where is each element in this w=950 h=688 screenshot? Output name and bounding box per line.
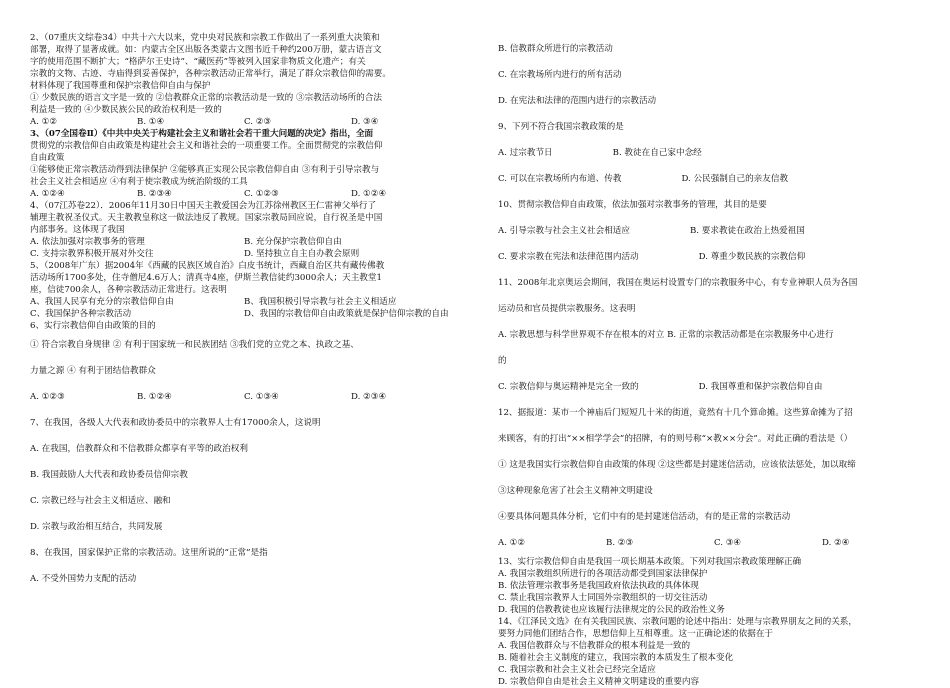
text-line: C. 我国宗教和社会主义社会已经完全适应 [498,665,656,675]
text-line: 宗教的文物、古迹、寺庙得到妥善保护，各种宗教活动正常举行，满足了群众宗教信仰的需要。 [30,69,391,79]
option: C、我国保护各种宗教活动 [30,309,132,319]
text-line: D. 我国的信教教徒也应该履行法律规定的公民的政治性义务 [498,605,725,615]
option: C. ③④ [714,538,742,548]
option-row [30,236,458,248]
text-line: 11、2008年北京奥运会期间，我国在奥运村设置专门的宗教服务中心，有专业神职人员为各国 [498,278,858,288]
text-line: 12、据报道：某市一个神庙后门短短几十米的街道，竟然有十几个算命摊。这些算命摊为了招 [498,408,853,418]
text-line: B. 我国鼓励人大代表和政协委员信仰宗教 [30,470,188,480]
option: A、我国人民享有充分的宗教信仰自由 [30,297,174,307]
text-line: C. 在宗教场所内进行的所有活动 [498,70,622,80]
text-line: 5、（2008年广东）据2004年《西藏的民族区域自治》白皮书统计，西藏自治区共有藏传佛教 [30,261,385,271]
text-line: 贯彻党的宗教信仰自由政策是构建社会主义和谐社会的一项重要工作。全面贯彻党的宗教信仰 [30,141,383,151]
option: B. ②③④ [137,189,172,199]
text-line: D. 宗教信仰自由是社会主义精神文明建设的重要内容 [498,677,700,687]
text-line: A. 我国宗教组织所进行的各项活动都受到国家法律保护 [498,569,708,579]
text-line: 4、（07江苏卷22）．2006年11月30日中国天主教爱国会为江苏徐州教区王仁雷神父举行了 [30,201,377,211]
option: A. 过宗教节日 [498,148,553,158]
text-line: B. 信教群众所进行的宗教活动 [498,44,613,54]
option-row [498,140,930,166]
text-line: ① 少数民族的语言文字是一致的 ②信教群众正常的宗教活动是一致的 ③宗教活动场所的合法 [30,93,382,103]
option-row [30,188,458,200]
option: C. ①③④ [244,392,279,402]
text-line: A. 我国信教群众与不信教群众的根本利益是一致的 [498,641,691,651]
text-line: ① 符合宗教自身规律 ② 有利于国家统一和民族团结 ③我们党的立党之本、执政之基、 [30,340,359,350]
option: A. ①② [30,117,58,127]
option: A. ①②④ [30,189,65,199]
text-line: 力量之源 ④ 有利于团结信教群众 [30,366,156,376]
text-line: 运动员和官员提供宗教服务。这表明 [498,304,636,314]
text-line: 要努力同他们团结合作，思想信仰上互相尊重。这一正确论述的依据在于 [498,629,774,639]
text-line: 3、（07全国卷Ⅱ）《中共中央关于构建社会主义和谐社会若干重大问题的决定》指出，全面 [30,129,374,139]
option: B. ②③ [606,538,634,548]
option-row [498,244,930,270]
text-line: D. 在宪法和法律的范围内进行的宗教活动 [498,96,657,106]
option-row [30,296,458,308]
option-row [498,218,930,244]
text-line: 7、在我国，各级人大代表和政协委员中的宗教界人士有17000余人，这说明 [30,418,321,428]
text-line: ①能够使正常宗教活动得到法律保护 ②能够真正实现公民宗教信仰自由 ③有利于引导宗教与 [30,165,380,175]
text-line: 8、在我国，国家保护正常的宗教活动。这里所说的“正常”是指 [30,548,268,558]
text-line: A. 宗教思想与科学世界观不存在根本的对立 B. 正常的宗教活动都是在宗教服务中心进行 [498,330,834,340]
option-row [30,116,458,128]
text-line: ③这种现象危害了社会主义精神文明建设 [498,486,653,496]
option: B. ①②④ [137,392,172,402]
right-column [498,36,930,688]
option: A. 依法加强对宗教事务的管理 [30,237,145,247]
text-line: 6、实行宗教信仰自由政策的目的 [30,321,156,331]
text-line: 的 [498,356,507,366]
text-line: 来顾客，有的打出“××相学学会”的招牌，有的则号称“×教××分会”。对此正确的看法是（） [498,434,853,444]
option: B. 要求教徒在政治上热爱祖国 [689,226,805,236]
option: D. ①②④ [351,189,387,199]
text-line: 9、下列不符合我国宗教政策的是 [498,122,624,132]
text-line: 13、实行宗教信仰自由是我国一项长期基本政策。下列对我国宗教政策理解正确 [498,557,802,567]
text-line: 10、贯彻宗教信仰自由政策，依法加强对宗教事务的管理，其目的是要 [498,200,767,210]
text-line: 利益是一致的 ④少数民族公民的政治权利是一致的 [30,105,222,115]
text-line: 自由政策 [30,153,65,163]
option: C. ②③ [244,117,272,127]
option: B. ①④ [137,117,165,127]
text-line: C. 禁止我国宗教界人士同国外宗教组织的一切交往活动 [498,593,708,603]
option: D、我国的宗教信仰自由政策就是保护信仰宗教的自由 [244,309,449,319]
option: C. 要求宗教在宪法和法律范围内活动 [498,252,639,262]
text-line: 部署，取得了显著成就。如：内蒙古全区出版各类蒙古文图书近千种约200万册，蒙古语言文 [30,45,382,55]
option-row [498,166,930,192]
left-column [30,32,458,592]
option-row [30,384,458,410]
option: A. ①② [498,538,526,548]
text-line: A. 不受外国势力支配的活动 [30,574,137,584]
option-row [30,248,458,260]
option: D. 公民强制自己的亲友信教 [681,174,789,184]
text-line: 字的使用范围不断扩大；“格萨尔王史诗”、“藏医药”等被列入国家非物质文化遗产；有关 [30,57,366,67]
text-line: 2、（07重庆文综卷34）中共十六大以来，党中央对民族和宗教工作做出了一系列重大决策和 [30,33,380,43]
text-line: 材料体现了我国尊重和保护宗教信仰自由与保护 [30,81,211,91]
option: C. 宗教信仰与奥运精神是完全一致的 [498,382,639,392]
option: D. 坚持独立自主自办教会原则 [244,249,360,259]
text-line: A. 在我国，信教群众和不信教群众都享有平等的政治权利 [30,444,248,454]
option-row [498,530,930,556]
option-row [498,374,930,400]
option: C. ①②③ [244,189,279,199]
text-line: ④要具体问题具体分析，它们中有的是封建迷信活动，有的是正常的宗教活动 [498,512,791,522]
text-line: 活动场所1700多处，住寺僧尼4.6万人；清真寺4座，伊斯兰教信徒约3000余人；天主教堂1 [30,273,382,283]
text-line: D. 宗教与政治相互结合，共同发展 [30,522,163,532]
option: D. ②③④ [351,392,387,402]
text-line: ① 这是我国实行宗教信仰自由政策的体现 ②这些都是封建迷信活动，应该依法惩处，加以取缔 [498,460,856,470]
text-line: C. 宗教已经与社会主义相适应、融和 [30,496,171,506]
text-line: 座，信徒700余人，各种宗教活动正常进行。这表明 [30,285,227,295]
option: B. 教徒在自己家中念经 [612,148,702,158]
text-line: B. 依法管理宗教事务是我国政府依法执政的具体体现 [498,581,699,591]
option-row [30,308,458,320]
option: D. ③④ [351,117,379,127]
option: D. 尊重少数民族的宗教信仰 [698,252,806,262]
option: D. ②④ [822,538,850,548]
option: B、我国积极引导宗教与社会主义相适应 [244,297,397,307]
option: A. ①②③ [30,392,65,402]
option: B. 充分保护宗教信仰自由 [244,237,342,247]
text-line: 辅理主教祝圣仪式。天主教教皇称这一做法违反了教规。国家宗教局回应说，自行祝圣是中国 [30,213,383,223]
text-line: B. 随着社会主义制度的建立，我国宗教的本质发生了根本变化 [498,653,734,663]
text-line: 社会主义社会相适应 ④有利于使宗教成为统治阶级的工具 [30,177,248,187]
option: A. 引导宗教与社会主义社会相适应 [498,226,630,236]
text-line: 内部事务。这体现了我国 [30,225,125,235]
option: C. 可以在宗教场所内布道、传教 [498,174,622,184]
option: C. 支持宗教界积极开展对外交往 [30,249,154,259]
text-line: 14、《江泽民文选》在有关我国民族、宗教问题的论述中指出：处理与宗教界朋友之间的关系， [498,617,857,627]
option: D. 我国尊重和保护宗教信仰自由 [698,382,823,392]
